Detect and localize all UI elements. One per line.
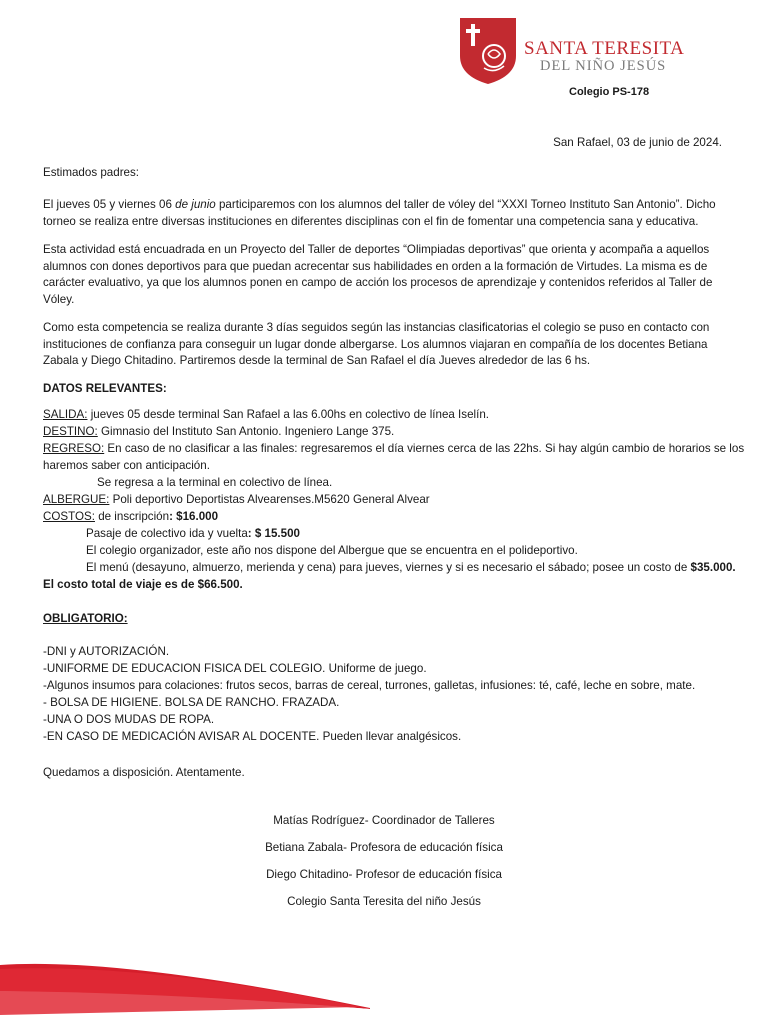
regreso-text: En caso de no clasificar a las finales: regresaremos el día viernes cerca de las 22hs. Si hay algún cambio de horarios se los bbox=[104, 442, 745, 455]
destino-text: Gimnasio del Instituto San Antonio. Ingeniero Lange 375. bbox=[97, 425, 395, 438]
greeting: Estimados padres: bbox=[43, 166, 140, 179]
list-item: -Algunos insumos para colaciones: frutos secos, barras de cereal, turrones, galletas, infusiones: té, café, leche en sobre, mate. bbox=[43, 679, 696, 692]
costos-line bbox=[43, 508, 218, 525]
signature-teacher-2: Diego Chitadino- Profesor de educación física bbox=[266, 868, 502, 881]
obligatorio-heading bbox=[43, 610, 128, 627]
pasaje-value: : $ 15.500 bbox=[247, 527, 300, 540]
salida-text: jueves 05 desde terminal San Rafael a las 6.00hs en colectivo de línea Iselín. bbox=[87, 408, 489, 421]
datos-heading-text: DATOS RELEVANTES: bbox=[43, 382, 167, 395]
paragraph-3: Como esta competencia se realiza durante 3 días seguidos según las instancias clasificatorias el colegio se puso en contacto con instituciones de confianza para conseguir un lugar donde albergarse. Los alumnos viajaran en compañía de los docentes Betiana Zabala y Diego Chitadino. Partiremos desde la terminal de San Rafael el día Jueves alrededor de las 6 hs. bbox=[43, 321, 710, 368]
costos-text: de inscripción bbox=[94, 510, 170, 523]
datos-heading bbox=[43, 380, 167, 397]
brand-subtitle: DEL NIÑO JESÚS bbox=[540, 58, 667, 74]
paragraph-1-text-b: participaremos con los alumnos del taller de vóley del “XXXI Torneo Instituto San Antonio”. Dicho torneo se realiza entre diversas instituciones en diferentes disciplinas con el fin de fomentar una competencia sana y educativa. bbox=[43, 198, 716, 228]
regreso-label: REGRESO: bbox=[43, 442, 105, 455]
paragraph-1-text-a: El jueves 05 y viernes 06 bbox=[43, 198, 176, 211]
list-item: - BOLSA DE HIGIENE. BOLSA DE RANCHO. FRAZADA. bbox=[43, 696, 340, 709]
shield-cross-rose-icon bbox=[458, 16, 518, 86]
regreso-note: Se regresa a la terminal en colectivo de línea. bbox=[97, 476, 333, 489]
school-code: Colegio PS-178 bbox=[569, 86, 650, 98]
footer-swoosh bbox=[0, 955, 768, 1024]
obligatorio-heading-text: OBLIGATORIO: bbox=[43, 612, 128, 625]
school-logo bbox=[458, 16, 688, 96]
albergue-line bbox=[43, 491, 430, 508]
costos-label: COSTOS: bbox=[43, 510, 95, 523]
list-item: -EN CASO DE MEDICACIÓN AVISAR AL DOCENTE. Pueden llevar analgésicos. bbox=[43, 730, 462, 743]
signature-coordinator: Matías Rodríguez- Coordinador de Talleres bbox=[273, 814, 495, 827]
paragraph-2: Esta actividad está encuadrada en un Proyecto del Taller de deportes “Olimpiadas deportivas” que orienta y acompaña a aquellos alumnos con dones deportivos para que puedan acrecentar sus habilidades en orden a la formación de Virtudes. La misma es de carácter evaluativo, ya que los alumnos ponen en campo de acción los procesos de aprendizaje y contenidos referidos al Taller de Vóley. bbox=[43, 243, 713, 306]
regreso-line bbox=[43, 440, 744, 457]
menu-line bbox=[86, 559, 736, 576]
costos-value: : $16.000 bbox=[169, 510, 219, 523]
total-line bbox=[43, 576, 243, 593]
list-item: -UNA O DOS MUDAS DE ROPA. bbox=[43, 713, 215, 726]
list-item: -DNI y AUTORIZACIÓN. bbox=[43, 645, 170, 658]
signature-teacher-1: Betiana Zabala- Profesora de educación física bbox=[265, 841, 503, 854]
albergue-label: ALBERGUE: bbox=[43, 493, 110, 506]
signature-school: Colegio Santa Teresita del niño Jesús bbox=[287, 895, 481, 908]
pasaje-line bbox=[86, 525, 300, 542]
total-text: El costo total de viaje es de $66.500. bbox=[43, 578, 243, 591]
closing: Quedamos a disposición. Atentamente. bbox=[43, 766, 245, 779]
albergue-text: Poli deportivo Deportistas Alvearenses.M5620 General Alvear bbox=[109, 493, 430, 506]
regreso-line-2: haremos saber con anticipación. bbox=[43, 459, 210, 472]
list-item: -UNIFORME DE EDUCACION FISICA DEL COLEGIO. Uniforme de juego. bbox=[43, 662, 427, 675]
pasaje-text: Pasaje de colectivo ida y vuelta bbox=[86, 527, 248, 540]
menu-value: $35.000. bbox=[690, 561, 736, 574]
albergue-note: El colegio organizador, este año nos dispone del Albergue que se encuentra en el polideportivo. bbox=[86, 544, 578, 557]
salida-label: SALIDA: bbox=[43, 408, 88, 421]
destino-label: DESTINO: bbox=[43, 425, 98, 438]
menu-text: El menú (desayuno, almuerzo, merienda y cena) para jueves, viernes y si es necesario el sábado; posee un costo de bbox=[86, 561, 691, 574]
paragraph-1-emphasis: de junio bbox=[175, 198, 216, 211]
paragraph-1 bbox=[43, 197, 733, 230]
destino-line bbox=[43, 423, 394, 440]
salida-line bbox=[43, 406, 489, 423]
brand-title: SANTA TERESITA bbox=[524, 38, 685, 59]
letter-date: San Rafael, 03 de junio de 2024. bbox=[553, 136, 722, 149]
